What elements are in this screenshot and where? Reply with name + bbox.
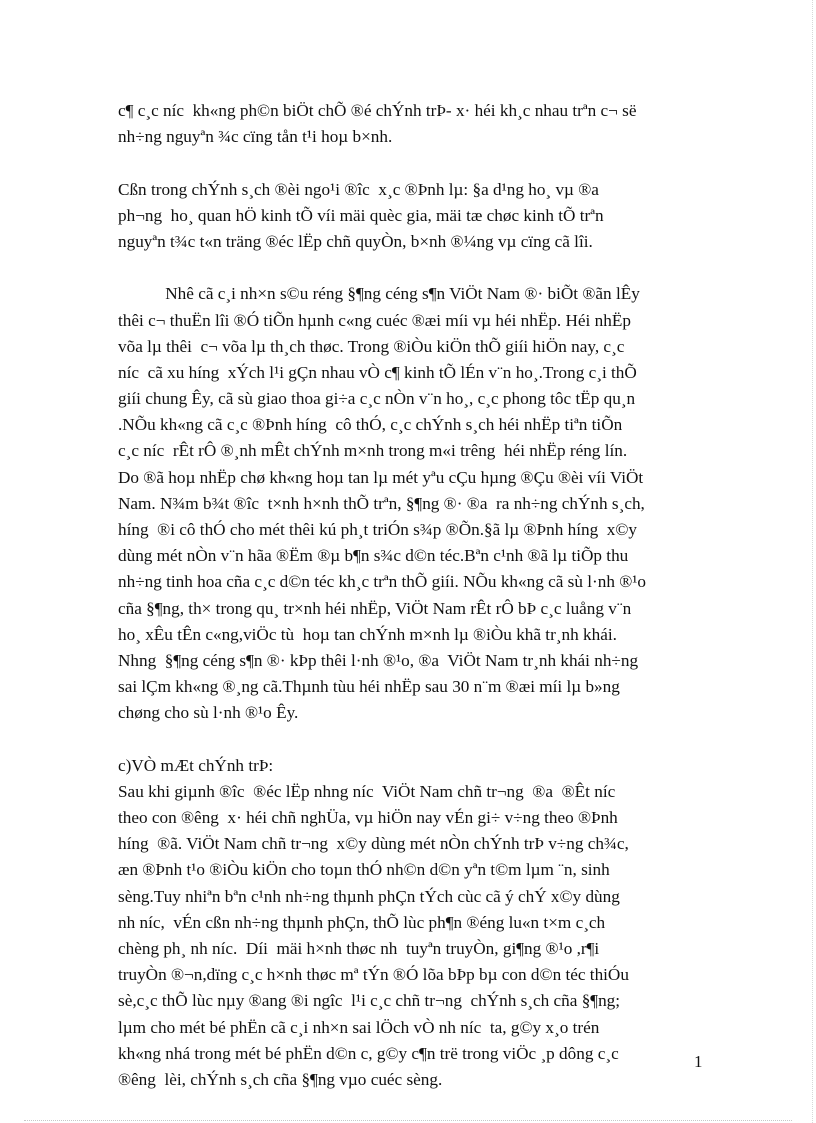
text-line: giíi chung Êy, cã sù giao thoa gi÷a c¸c nÒn v¨n ho¸, c¸c phong tôc tËp qu¸n <box>118 389 636 409</box>
text-line: lµm cho mét bé phËn cã c¸i nh×n sai lÖch vÒ nh níc ta, g©y x¸o trén <box>118 1017 600 1037</box>
text-line: nh níc, vÉn cßn nh÷ng thµnh phÇn, thÕ lùc ph¶n ®éng lu«n t×m c¸ch <box>118 912 606 932</box>
text-line: cña §¶ng, th× trong qu¸ tr×nh héi nhËp, ViÖt Nam rÊt rÔ bÞ c¸c luång v¨n <box>118 598 632 618</box>
text-line: truyÒn ®¬n,dïng c¸c h×nh thøc mª tÝn ®Ó lõa bÞp bµ con d©n téc thiÓu <box>118 965 629 985</box>
text-line: Nam. N¾m b¾t ®îc t×nh h×nh thÕ trªn, §¶ng ®· ®a ra nh÷ng chÝnh s¸ch, <box>118 493 645 513</box>
text-line: .NÕu kh«ng cã c¸c ®Þnh híng cô thÓ, c¸c chÝnh s¸ch héi nhËp tiªn tiÕn <box>118 415 623 435</box>
text-line: híng ®ã. ViÖt Nam chñ tr¬ng x©y dùng mét nÒn chÝnh trÞ v÷ng ch¾c, <box>118 834 629 854</box>
paragraph-gap <box>118 255 698 281</box>
footer-rule <box>24 1120 792 1121</box>
text-line: dùng mét nÒn v¨n hãa ®Ëm ®µ b¶n s¾c d©n téc.Bªn c¹nh ®ã lµ tiÕp thu <box>118 546 629 566</box>
section-heading: c)VÒ mÆt chÝnh trÞ: <box>118 755 274 775</box>
text-line: sai lÇm kh«ng ®¸ng cã.Thµnh tùu héi nhËp sau 30 n¨m ®æi míi lµ b»ng <box>118 677 620 697</box>
text-line: Nhê cã c¸i nh×n s©u réng §¶ng céng s¶n ViÖt Nam ®· biÕt ®ãn lÊy <box>118 284 640 304</box>
text-line: Sau khi giµnh ®îc ®éc lËp nhng níc ViÖt Nam chñ tr¬ng ®a ®Êt níc <box>118 781 616 801</box>
text-line: thêi c¬ thuËn lîi ®Ó tiÕn hµnh c«ng cuéc ®æi míi vµ héi nhËp. Héi nhËp <box>118 310 631 330</box>
text-line: ho¸ xÊu tÊn c«ng,viÖc tù hoµ tan chÝnh m×nh lµ ®iÒu khã tr¸nh khái. <box>118 624 617 644</box>
text-line: c¶ c¸c níc kh«ng ph©n biÖt chÕ ®é chÝnh trÞ- x· héi kh¸c nhau trªn c¬ së <box>118 101 637 120</box>
text-line: c¸c níc rÊt rÔ ®¸nh mÊt chÝnh m×nh trong m«i trêng héi nhËp réng lín. <box>118 441 628 461</box>
text-line: æn ®Þnh t¹o ®iÒu kiÖn cho toµn thÓ nh©n d©n yªn t©m lµm ¨n, sinh <box>118 860 610 880</box>
paragraph <box>118 779 698 1093</box>
page-edge-rule <box>812 0 813 1123</box>
text-line: chèng ph¸ nh níc. Díi mäi h×nh thøc nh tuyªn truyÒn, gi¶ng ®¹o ,r¶i <box>118 939 600 958</box>
paragraph <box>118 177 698 256</box>
document-body <box>118 98 698 1093</box>
text-line: Nhng §¶ng céng s¶n ®· kÞp thêi l·nh ®¹o, ®a ViÖt Nam tr¸nh khái nh÷ng <box>118 650 639 670</box>
text-line: Do ®ã hoµ nhËp chø kh«ng hoµ tan lµ mét yªu cÇu hµng ®Çu ®èi víi ViÖt <box>118 467 644 487</box>
text-line: sè,c¸c thÕ lùc nµy ®ang ®i ngîc l¹i c¸c chñ tr¬ng chÝnh s¸ch cña §¶ng; <box>118 991 621 1011</box>
paragraph <box>118 98 698 150</box>
text-line: kh«ng nhá trong mét bé phËn d©n c, g©y c¶n trë trong viÖc ¸p dông c¸c <box>118 1043 619 1063</box>
text-line: võa lµ thêi c¬ võa lµ th¸ch thøc. Trong ®iÒu kiÖn thÕ giíi hiÖn nay, c¸c <box>118 336 625 356</box>
text-line: ®êng lèi, chÝnh s¸ch cña §¶ng vµo cuéc sèng. <box>118 1069 443 1089</box>
text-line: chøng cho sù l·nh ®¹o Êy. <box>118 703 299 723</box>
paragraph-gap <box>118 727 698 753</box>
paragraph-gap <box>118 150 698 176</box>
text-line: nguyªn t¾c t«n träng ®éc lËp chñ quyÒn, b×nh ®¼ng vµ cïng cã lîi. <box>118 231 593 251</box>
page-number: 1 <box>694 1052 703 1071</box>
text-line: níc cã xu híng xÝch l¹i gÇn nhau vÒ c¶ kinh tÕ lÉn v¨n ho¸.Trong c¸i thÕ <box>118 362 637 382</box>
text-line: theo con ®êng x· héi chñ nghÜa, vµ hiÖn nay vÉn gi÷ v÷ng theo ®Þnh <box>118 808 618 828</box>
text-line: nh÷ng tinh hoa cña c¸c d©n téc kh¸c trªn thÕ giíi. NÕu kh«ng cã sù l·nh ®¹o <box>118 572 647 592</box>
paragraph <box>118 281 698 726</box>
text-line: híng ®i cô thÓ cho mét thêi kú ph¸t triÓn s¾p ®Õn.§ã lµ ®Þnh híng x©y <box>118 520 637 539</box>
text-line: ph¬ng ho¸ quan hÖ kinh tÕ víi mäi quèc gia, mäi tæ chøc kinh tÕ trªn <box>118 205 604 225</box>
text-line: Cßn trong chÝnh s¸ch ®èi ngo¹i ®îc x¸c ®Þnh lµ: §a d¹ng ho¸ vµ ®a <box>118 179 599 199</box>
text-line: sèng.Tuy nhiªn bªn c¹nh nh÷ng thµnh phÇn tÝch cùc cã ý chÝ x©y dùng <box>118 886 620 906</box>
text-line: nh÷ng nguyªn ¾c cïng tån t¹i hoµ b×nh. <box>118 127 393 147</box>
